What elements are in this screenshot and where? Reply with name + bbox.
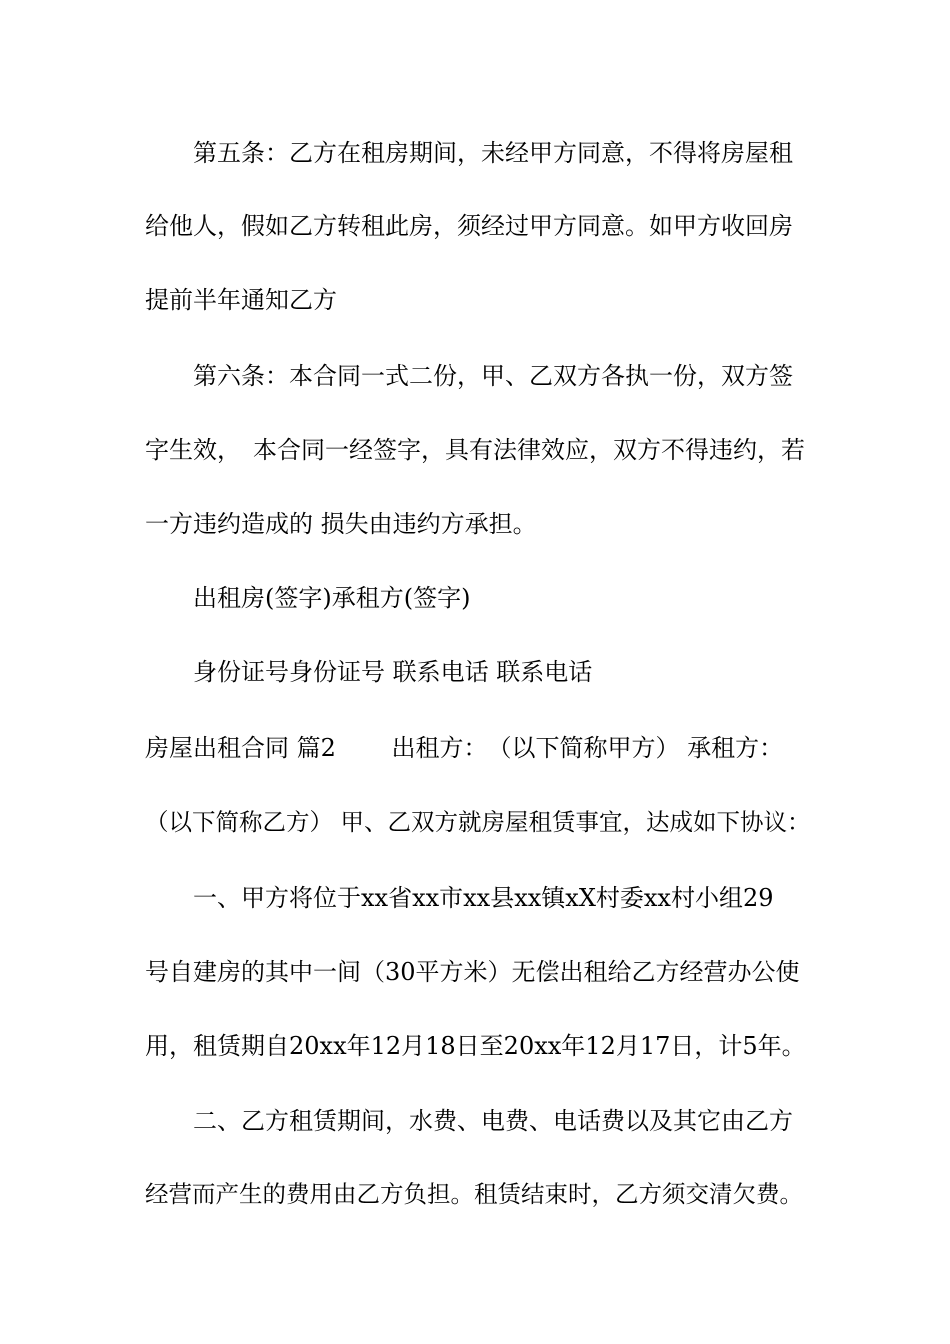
article-1-line-2: 号自建房的其中一间（30平方米）无偿出租给乙方经营办公使 [145, 958, 800, 986]
contract-2-header-line-1: 房屋出租合同 篇2 出租方： （以下简称甲方） 承租方： [145, 734, 784, 762]
id-phone-line: 身份证号身份证号 联系电话 联系电话 [193, 658, 593, 686]
clause-5-line-3: 提前半年通知乙方 [145, 286, 337, 314]
article-1-line-3: 用，租赁期自20xx年12月18日至20xx年12月17日，计5年。 [145, 1032, 806, 1060]
clause-6-line-3: 一方违约造成的 损失由违约方承担。 [145, 510, 537, 538]
signature-line: 出租房(签字)承租方(签字) [193, 584, 471, 612]
clause-6-line-1: 第六条：本合同一式二份，甲、乙双方各执一份，双方签 [193, 362, 793, 390]
contract-2-header-line-2: （以下简称乙方） 甲、乙双方就房屋租赁事宜，达成如下协议： [145, 808, 811, 836]
clause-5-line-2: 给他人，假如乙方转租此房，须经过甲方同意。如甲方收回房 [145, 212, 793, 240]
article-2-line-1: 二、乙方租赁期间，水费、电费、电话费以及其它由乙方 [193, 1107, 793, 1135]
article-2-line-2: 经营而产生的费用由乙方负担。租赁结束时，乙方须交清欠费。 [145, 1180, 803, 1208]
clause-6-line-2: 字生效， 本合同一经签字，具有法律效应，双方不得违约，若 [145, 436, 805, 464]
clause-5-line-1: 第五条：乙方在租房期间，未经甲方同意，不得将房屋租 [193, 139, 793, 167]
article-1-line-1: 一、甲方将位于xx省xx市xx县xx镇xX村委xx村小组29 [193, 884, 774, 912]
